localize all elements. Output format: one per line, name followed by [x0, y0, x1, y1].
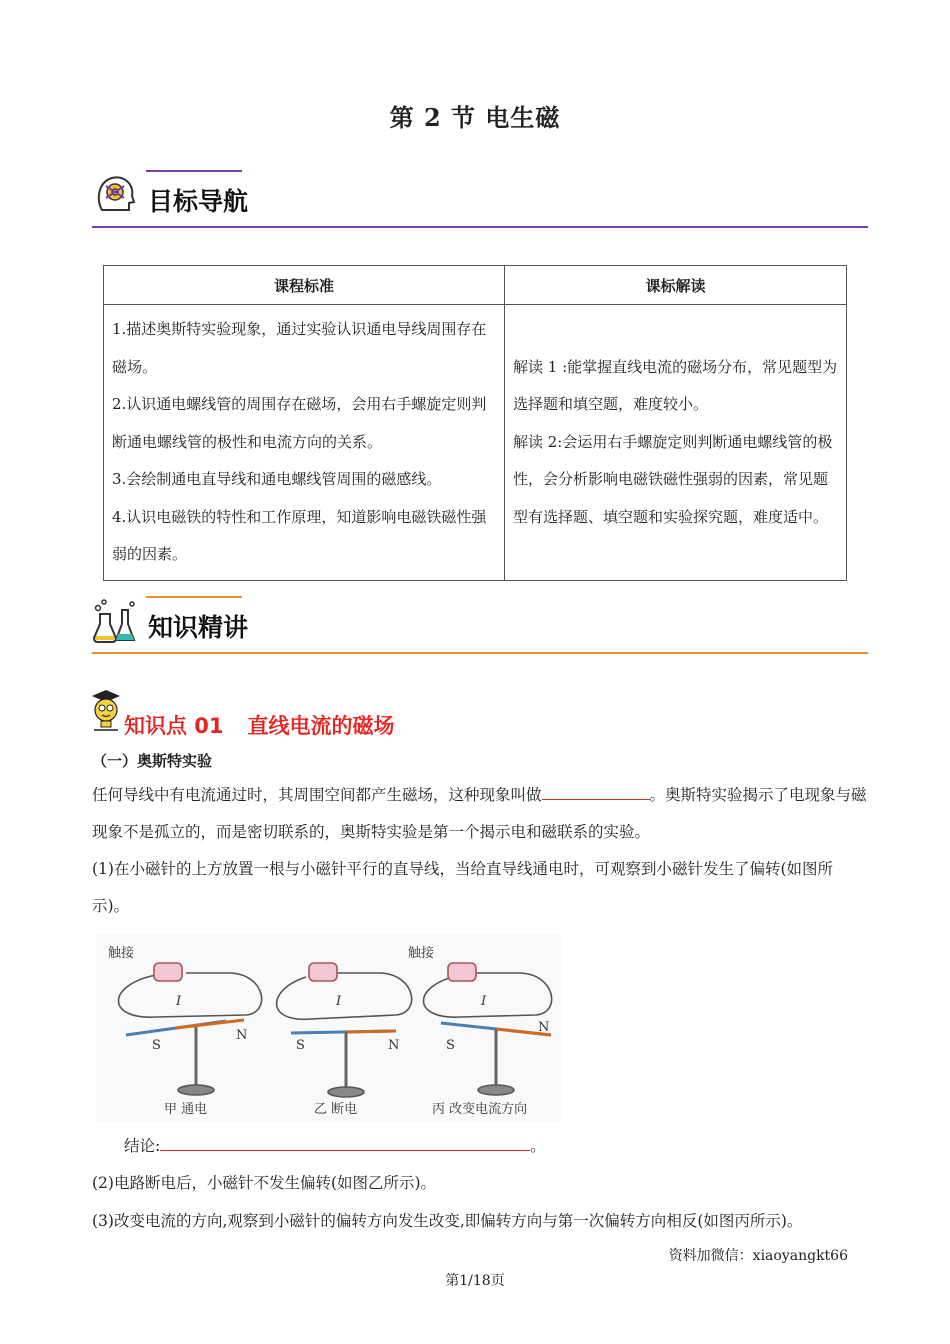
- section-header-goals: [92, 168, 868, 228]
- section-header-knowledge: [92, 594, 868, 654]
- table-header-standard: 课程标准: [104, 266, 505, 305]
- subheading: （一）奥斯特实验: [92, 752, 213, 770]
- brain-gear-icon: [92, 170, 140, 218]
- pole-s-c: S: [446, 1038, 455, 1053]
- paragraph-step3: (3)改变电流的方向,观察到小磁针的偏转方向发生改变,即偏转方向与第一次偏转方向相反(如图丙所示)。: [92, 1212, 803, 1230]
- section-heading: 目标导航: [148, 187, 249, 216]
- current-label-c: I: [481, 994, 487, 1009]
- pole-n-c: N: [538, 1020, 550, 1035]
- oersted-experiment-figure: [96, 935, 562, 1121]
- figure-caption-a: 甲 通电: [164, 1102, 208, 1117]
- standard-item: 1.描述奥斯特实验现象，通过实验认识通电导线周围存在磁场。: [112, 320, 487, 376]
- paragraph-text: 。奥斯特实验揭示了电现象与磁现象不是孤立的，而是密切联系的，奥斯特实验是第一个揭示电和磁联系的实验。: [92, 786, 867, 841]
- footer-note: 资料加微信：xiaoyangkt66: [668, 1248, 848, 1264]
- conclusion-line: [124, 1128, 900, 1165]
- pole-n-a: N: [236, 1028, 248, 1043]
- paragraph-text: 任何导线中有电流通过时，其周围空间都产生磁场，这种现象叫做: [92, 786, 542, 804]
- figure-label-touch-a: 触接: [108, 946, 135, 961]
- fill-blank[interactable]: [160, 1134, 530, 1151]
- page-title: 第 2 节 电生磁: [389, 103, 561, 132]
- header-accent-line: [146, 596, 242, 598]
- header-accent-line: [146, 170, 242, 172]
- paragraph-step1: (1)在小磁针的上方放置一根与小磁针平行的直导线，当给直导线通电时，可观察到小磁针发生了偏转(如图所示)。: [92, 860, 834, 915]
- section-heading: 知识精讲: [148, 613, 249, 642]
- pole-s-a: S: [152, 1038, 161, 1053]
- paragraph-intro: [92, 777, 868, 851]
- interpretation-item: 解读 1 :能掌握直线电流的磁场分布，常见题型为选择题和填空题，难度较小。: [513, 357, 838, 413]
- standard-item: 2.认识通电螺线管的周围存在磁场，会用右手螺旋定则判断通电螺线管的极性和电流方向的关系。: [112, 395, 487, 451]
- pole-n-b: N: [388, 1038, 400, 1053]
- lab-flask-icon: [92, 596, 140, 644]
- knowledge-point-number: 知识点 01: [124, 714, 224, 738]
- interpretation-item: 解读 2:会运用右手螺旋定则判断通电螺线管的极性，会分析影响电磁铁磁性强弱的因素，常见题型有选择题、填空题和实验探究题，难度适中。: [513, 432, 833, 526]
- standards-cell: [104, 305, 505, 581]
- fill-blank[interactable]: [542, 783, 650, 800]
- graduate-bulb-icon: [88, 688, 124, 732]
- figure-label-touch-c: 触接: [408, 946, 435, 961]
- table-header-interpretation: 课标解读: [505, 266, 847, 305]
- standard-item: 3.会绘制通电直导线和通电螺线管周围的磁感线。: [112, 470, 442, 488]
- header-divider: [92, 652, 868, 654]
- paragraph-step2: (2)电路断电后，小磁针不发生偏转(如图乙所示)。: [92, 1174, 437, 1192]
- current-label-a: I: [176, 994, 182, 1009]
- figure-caption-c: 丙 改变电流方向: [432, 1102, 528, 1117]
- header-divider: [92, 226, 868, 228]
- curriculum-table: [103, 265, 847, 581]
- knowledge-point-title: [124, 710, 395, 740]
- page-number: 第1/18页: [445, 1273, 505, 1289]
- standard-item: 4.认识电磁铁的特性和工作原理，知道影响电磁铁磁性强弱的因素。: [112, 507, 487, 563]
- conclusion-label: 结论:: [124, 1137, 161, 1155]
- conclusion-end: 。: [530, 1137, 546, 1155]
- knowledge-point-name: 直线电流的磁场: [247, 714, 395, 738]
- pole-s-b: S: [296, 1038, 305, 1053]
- current-label-b: I: [336, 994, 342, 1009]
- figure-caption-b: 乙 断电: [314, 1102, 358, 1117]
- interpretation-cell: [505, 305, 847, 581]
